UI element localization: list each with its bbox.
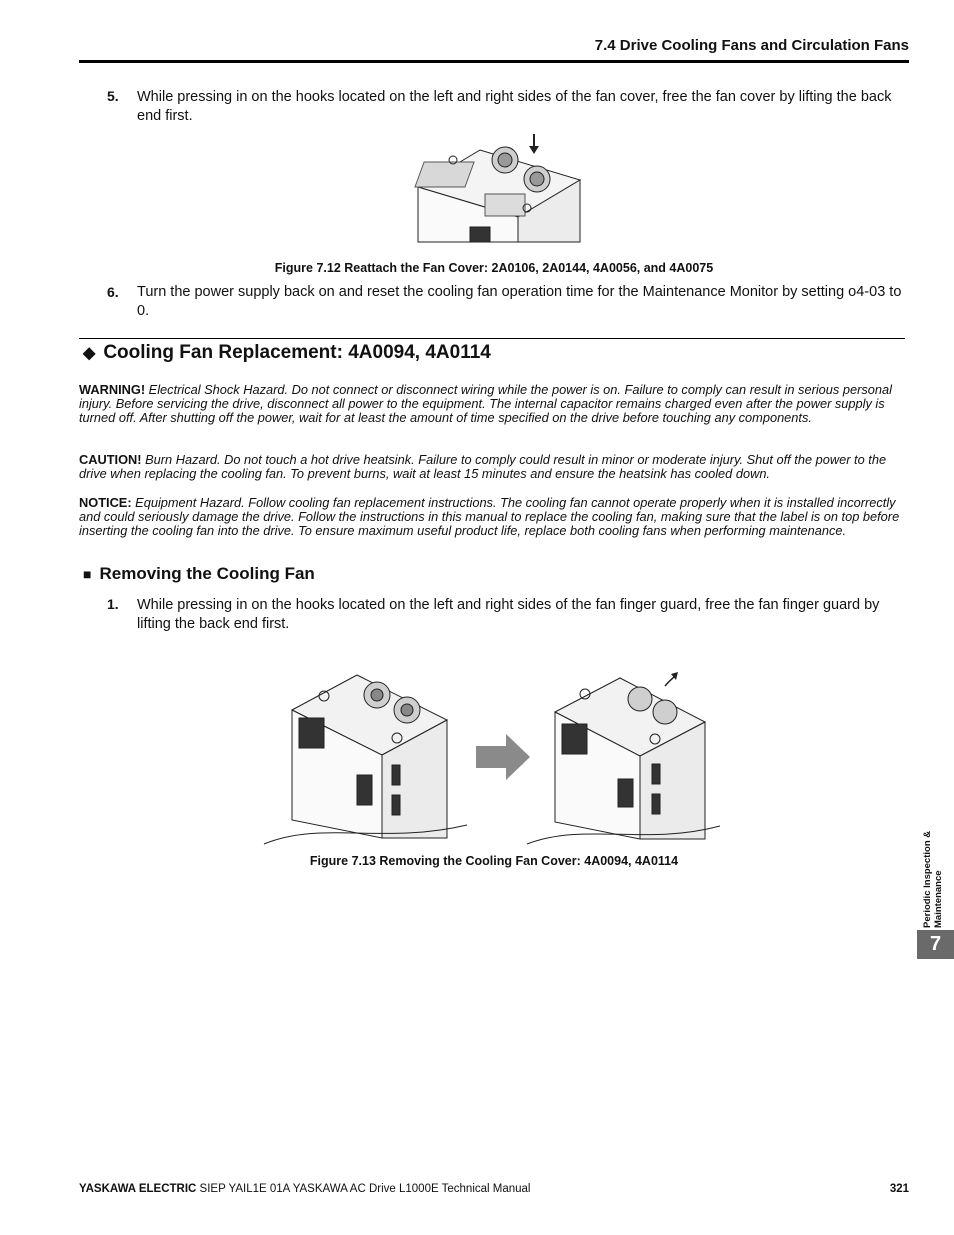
warning-note	[79, 383, 911, 426]
diamond-bullet-icon: ◆	[83, 345, 96, 362]
header-rule	[79, 60, 909, 63]
caution-label: CAUTION!	[79, 452, 142, 467]
figure-7-13-left-illustration	[262, 660, 472, 848]
section-rule	[79, 338, 905, 339]
footer-text: SIEP YAIL1E 01A YASKAWA AC Drive L1000E Technical Manual	[196, 1183, 531, 1195]
figure-7-13-right-illustration	[525, 664, 725, 848]
figure-7-13-caption: Figure 7.13 Removing the Cooling Fan Cover: 4A0094, 4A0114	[309, 854, 679, 868]
step-text-5: While pressing in on the hooks located on the left and right sides of the fan cover, free the fan cover by lifting the back end first.	[137, 89, 892, 124]
side-tab-label-text: Periodic Inspection & Maintenance	[922, 830, 944, 928]
section-title	[83, 342, 491, 364]
footer	[79, 1183, 530, 1195]
step-text-1: While pressing in on the hooks located on the left and right sides of the fan finger guard, free the fan finger guard by lifting the back end first.	[137, 597, 880, 632]
square-bullet-icon: ■	[83, 566, 92, 582]
step-text-6: Turn the power supply back on and reset the cooling fan operation time for the Maintenance Monitor by setting o4-03 to 0.	[137, 284, 902, 319]
section-title-text: Cooling Fan Replacement: 4A0094, 4A0114	[103, 342, 491, 363]
right-arrow-icon	[474, 732, 532, 782]
notice-note	[79, 496, 911, 539]
figure-7-12-illustration	[410, 132, 590, 244]
page-number: 321	[889, 1183, 909, 1195]
step-number-1: 1.	[107, 596, 119, 612]
step-number-6: 6.	[107, 284, 119, 300]
side-tab-label	[918, 808, 952, 928]
warning-text: Electrical Shock Hazard. Do not connect or disconnect wiring while the power is on. Failure to comply can result in serious personal injury. Before servicing the drive, disconnect all power to the equipment. The internal capacitor remains charged even after the power supply is turned off. After shutting off the power, wait for at least the amount of time specified on the drive before touching any components.	[79, 382, 892, 426]
chapter-tab: 7	[917, 930, 954, 959]
caution-text: Burn Hazard. Do not touch a hot drive heatsink. Failure to comply could result in minor or moderate injury. Shut off the power to the drive when replacing the cooling fan. To prevent burns, wait at least 15 minutes and ensure the heatsink has cooled down.	[79, 452, 887, 482]
subsection-title-text: Removing the Cooling Fan	[99, 564, 315, 583]
notice-text: Equipment Hazard. Follow cooling fan replacement instructions. The cooling fan cannot operate properly when it is installed incorrectly and could seriously damage the drive. Follow the instructions in this manual to replace the cooling fan, making sure that the label is on top before inserting the cooling fan into the drive. To ensure maximum useful product life, replace both cooling fans when performing maintenance.	[79, 495, 900, 539]
step-number-5: 5.	[107, 88, 119, 104]
notice-label: NOTICE:	[79, 495, 132, 510]
caution-note	[79, 453, 911, 481]
warning-label: WARNING!	[79, 382, 146, 397]
subsection-title	[83, 564, 315, 584]
figure-7-12-caption: Figure 7.12 Reattach the Fan Cover: 2A0106, 2A0144, 4A0056, and 4A0075	[274, 261, 714, 275]
running-header: 7.4 Drive Cooling Fans and Circulation Fans	[594, 37, 909, 54]
footer-brand: YASKAWA ELECTRIC	[79, 1183, 197, 1195]
